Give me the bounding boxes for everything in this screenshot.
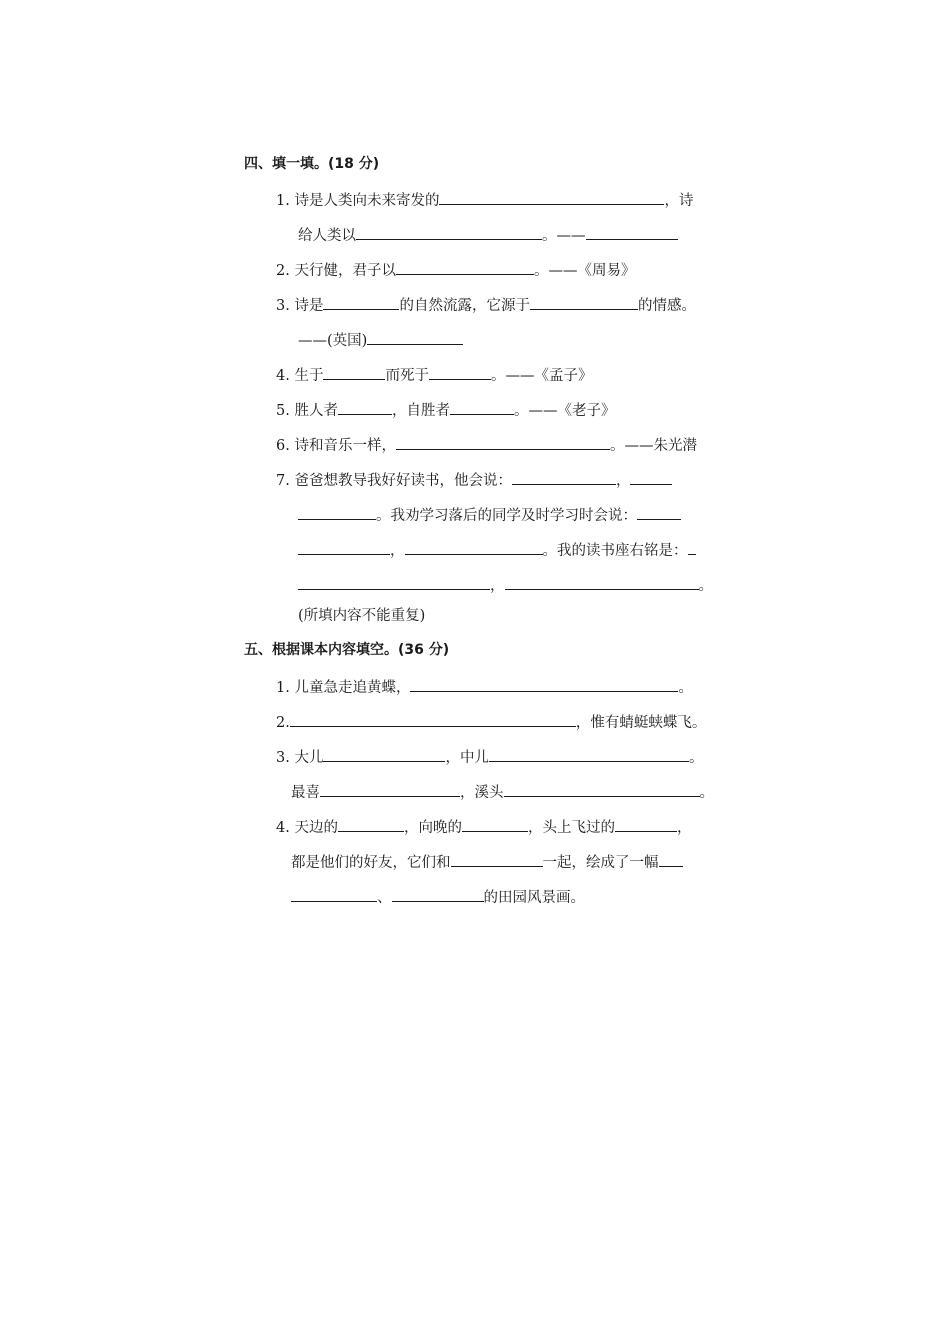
s4-q1-blank-3[interactable] xyxy=(586,224,678,240)
s4-q2-blank-1[interactable] xyxy=(396,259,534,275)
s4-q5-text-a: 5. 胜人者 xyxy=(276,403,338,419)
s4-q5-text-b: ，自胜者 xyxy=(391,403,450,419)
s4-q3-line2 xyxy=(298,329,463,351)
s4-q7-note xyxy=(298,606,425,626)
s5-q3-blank-1[interactable] xyxy=(323,746,445,762)
s4-q6-text-a: 6. 诗和音乐一样， xyxy=(276,438,396,454)
s5-q4-text-d: ， xyxy=(676,820,692,836)
s4-q1-text-b: ，诗 xyxy=(664,193,694,209)
s5-q2-text-b: ，惟有蜻蜓蛱蝶飞。 xyxy=(575,715,707,731)
s5-q3-blank-4[interactable] xyxy=(504,781,700,797)
s5-q3-text-c: 。 xyxy=(688,750,704,766)
s4-q5-blank-2[interactable] xyxy=(450,399,514,415)
s5-q4-line3 xyxy=(291,886,585,908)
s5-q3-text-a: 3. 大儿 xyxy=(276,750,324,766)
s4-q2 xyxy=(276,259,635,281)
s4-q1-blank-2[interactable] xyxy=(356,224,542,240)
s5-q4-text-e: 都是他们的好友，它们和 xyxy=(291,855,451,871)
s4-q3-text-d: ——(英国) xyxy=(298,333,368,349)
s4-q3-text-c: 的情感。 xyxy=(637,298,696,314)
s5-q4-text-h: 的田园风景画。 xyxy=(483,890,585,906)
s5-q1 xyxy=(276,676,693,698)
s5-q3-blank-2[interactable] xyxy=(489,746,689,762)
s4-q6 xyxy=(276,434,697,456)
s4-q7-blank-1[interactable] xyxy=(512,469,616,485)
s4-q5 xyxy=(276,399,615,421)
s5-q4-line2 xyxy=(291,851,683,873)
s4-q1-line1 xyxy=(276,189,693,211)
s5-q3-text-e: ，溪头 xyxy=(460,785,504,801)
s4-q2-text-a: 2. 天行健，君子以 xyxy=(276,263,396,279)
s4-q3-blank-1[interactable] xyxy=(323,294,399,310)
s4-q7-blank-3b[interactable] xyxy=(298,539,390,555)
s5-q4-text-a: 4. 天边的 xyxy=(276,820,338,836)
s4-q7-line4 xyxy=(298,574,713,596)
s5-q2-blank-1[interactable] xyxy=(290,711,576,727)
s5-q4-blank-4[interactable] xyxy=(451,851,543,867)
s5-q4-blank-5b[interactable] xyxy=(291,886,377,902)
s4-q7-blank-2b[interactable] xyxy=(298,504,376,520)
s4-q7-line3 xyxy=(298,539,696,561)
s4-q5-blank-1[interactable] xyxy=(338,399,392,415)
s4-q7-text-d: ， xyxy=(390,543,405,559)
s4-q4 xyxy=(276,364,592,386)
s4-q1-text-a: 1. 诗是人类向未来寄发的 xyxy=(276,193,440,209)
s4-q1-blank-1[interactable] xyxy=(439,189,664,205)
s5-q1-blank-1[interactable] xyxy=(410,676,678,692)
s4-q7-blank-4[interactable] xyxy=(405,539,543,555)
s4-q7-blank-3[interactable] xyxy=(637,504,681,520)
s5-q3-blank-3[interactable] xyxy=(320,781,460,797)
s4-q1-text-d: 。—— xyxy=(542,228,586,244)
s4-q4-text-b: 而死于 xyxy=(385,368,429,384)
s5-q4-blank-6[interactable] xyxy=(392,886,484,902)
s5-q1-text-b: 。 xyxy=(678,680,693,696)
s5-q3-line1 xyxy=(276,746,703,768)
s4-q1-line2 xyxy=(298,224,678,246)
s4-q1-text-c: 给人类以 xyxy=(298,228,356,244)
s4-q3-text-a: 3. 诗是 xyxy=(276,298,324,314)
s4-q6-blank-1[interactable] xyxy=(396,434,610,450)
s4-q3-blank-3[interactable] xyxy=(367,329,463,345)
section-4-title-text: 四、填一填。(18 分) xyxy=(244,156,380,172)
s4-q3-blank-2[interactable] xyxy=(530,294,638,310)
s4-q7-note-text: (所填内容不能重复) xyxy=(298,608,426,624)
s5-q3-text-f: 。 xyxy=(699,785,714,801)
s5-q4-blank-2[interactable] xyxy=(462,816,528,832)
s5-q3-line2 xyxy=(291,781,714,803)
s4-q7-text-g: 。 xyxy=(698,578,713,594)
s5-q3-text-d: 最喜 xyxy=(291,785,320,801)
s4-q7-line1 xyxy=(276,469,672,491)
s5-q2-text-a: 2. xyxy=(276,715,290,731)
s5-q2 xyxy=(276,711,706,733)
s4-q4-blank-2[interactable] xyxy=(429,364,491,380)
s4-q7-text-b: ， xyxy=(615,473,631,489)
s5-q4-text-g: 、 xyxy=(377,890,392,906)
s4-q7-line2 xyxy=(298,504,681,526)
section-5-title xyxy=(244,640,449,660)
s4-q7-blank-5b[interactable] xyxy=(298,574,490,590)
s4-q4-text-a: 4. 生于 xyxy=(276,368,324,384)
s5-q1-text-a: 1. 儿童急走追黄蝶， xyxy=(276,680,411,696)
s4-q7-blank-5[interactable] xyxy=(688,539,696,555)
s5-q4-text-b: ，向晚的 xyxy=(403,820,462,836)
s4-q7-text-c: 。我劝学习落后的同学及时学习时会说： xyxy=(376,508,637,524)
s5-q4-blank-3[interactable] xyxy=(615,816,677,832)
s5-q4-text-c: ，头上飞过的 xyxy=(527,820,615,836)
s4-q7-blank-6[interactable] xyxy=(505,574,699,590)
s5-q4-text-f: 一起，绘成了一幅 xyxy=(542,855,659,871)
s4-q6-text-b: 。——朱光潜 xyxy=(609,438,697,454)
s5-q4-line1 xyxy=(276,816,691,838)
s5-q4-blank-5[interactable] xyxy=(659,851,683,867)
s4-q7-text-f: ， xyxy=(490,578,505,594)
s4-q3-text-b: 的自然流露，它源于 xyxy=(399,298,530,314)
s4-q2-text-b: 。——《周易》 xyxy=(533,263,636,279)
s4-q4-text-c: 。——《孟子》 xyxy=(490,368,593,384)
s5-q3-text-b: ，中儿 xyxy=(445,750,489,766)
s4-q7-blank-2[interactable] xyxy=(630,469,672,485)
s4-q7-text-e: 。我的读书座右铭是： xyxy=(542,543,688,559)
section-5-title-text: 五、根据课本内容填空。(36 分) xyxy=(244,642,450,658)
s5-q4-blank-1[interactable] xyxy=(338,816,404,832)
s4-q5-text-c: 。——《老子》 xyxy=(513,403,616,419)
s4-q7-text-a: 7. 爸爸想教导我好好读书，他会说： xyxy=(276,473,512,489)
section-4-title xyxy=(244,154,379,174)
s4-q3-line1 xyxy=(276,294,696,316)
s4-q4-blank-1[interactable] xyxy=(323,364,385,380)
